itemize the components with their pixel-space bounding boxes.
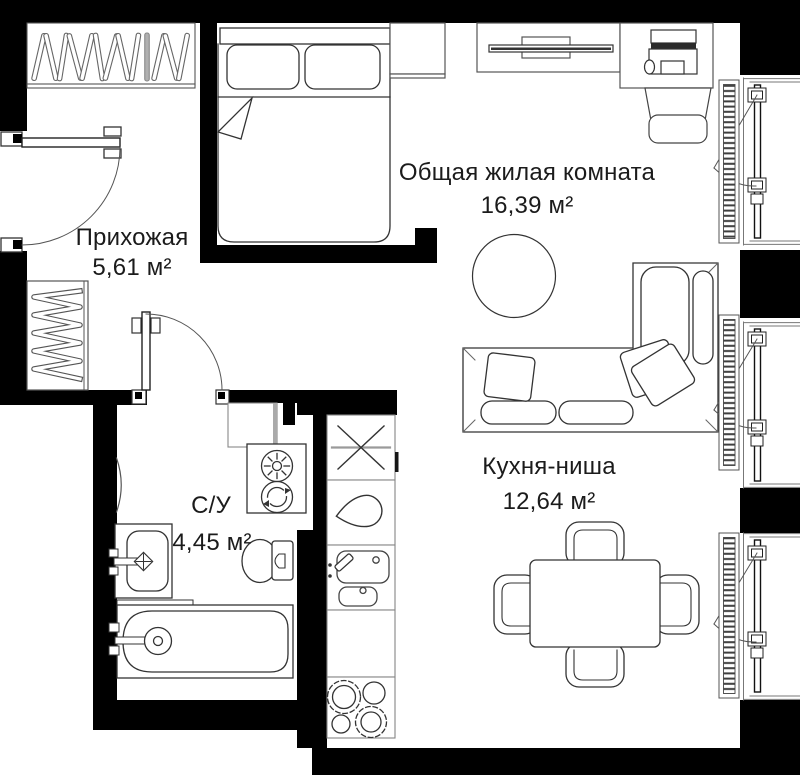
radiator xyxy=(719,533,739,698)
room-label-bathroom: С/У xyxy=(191,492,231,519)
bathroom-sink xyxy=(109,524,172,598)
washer-dryer xyxy=(247,444,306,513)
dining-chair xyxy=(566,643,624,687)
room-label-living: Общая жилая комната xyxy=(398,159,656,186)
desk-chair xyxy=(645,88,711,143)
dining-set xyxy=(494,522,699,687)
bathroom-cabinet xyxy=(228,403,277,447)
kitchen-unit xyxy=(327,415,399,738)
dining-table xyxy=(530,560,660,647)
wardrobe-hangers xyxy=(27,23,195,88)
bathtub xyxy=(109,600,293,678)
mug xyxy=(645,60,655,74)
room-label-kitchen: Кухня-ниша xyxy=(482,453,616,480)
room-area-hallway: 5,61 м² xyxy=(92,254,172,281)
radiator xyxy=(719,80,739,243)
room-label-hallway: Прихожая xyxy=(75,224,189,251)
round-rug xyxy=(473,235,556,318)
bathroom-door xyxy=(132,312,229,404)
towel-rail xyxy=(117,458,122,512)
desk xyxy=(620,23,713,88)
room-area-living: 16,39 м² xyxy=(480,192,574,219)
room-area-kitchen: 12,64 м² xyxy=(502,488,596,515)
double-bed xyxy=(218,28,390,242)
dining-chair xyxy=(655,575,699,634)
shower-screen xyxy=(117,600,193,605)
room-area-bathroom: 4,45 м² xyxy=(172,529,252,556)
tv-stand xyxy=(477,23,620,72)
nightstand xyxy=(390,23,445,78)
laptop xyxy=(649,30,697,74)
radiator xyxy=(719,315,739,470)
radiators xyxy=(719,80,739,698)
closet-shelving xyxy=(27,281,88,390)
pillow xyxy=(483,352,535,401)
